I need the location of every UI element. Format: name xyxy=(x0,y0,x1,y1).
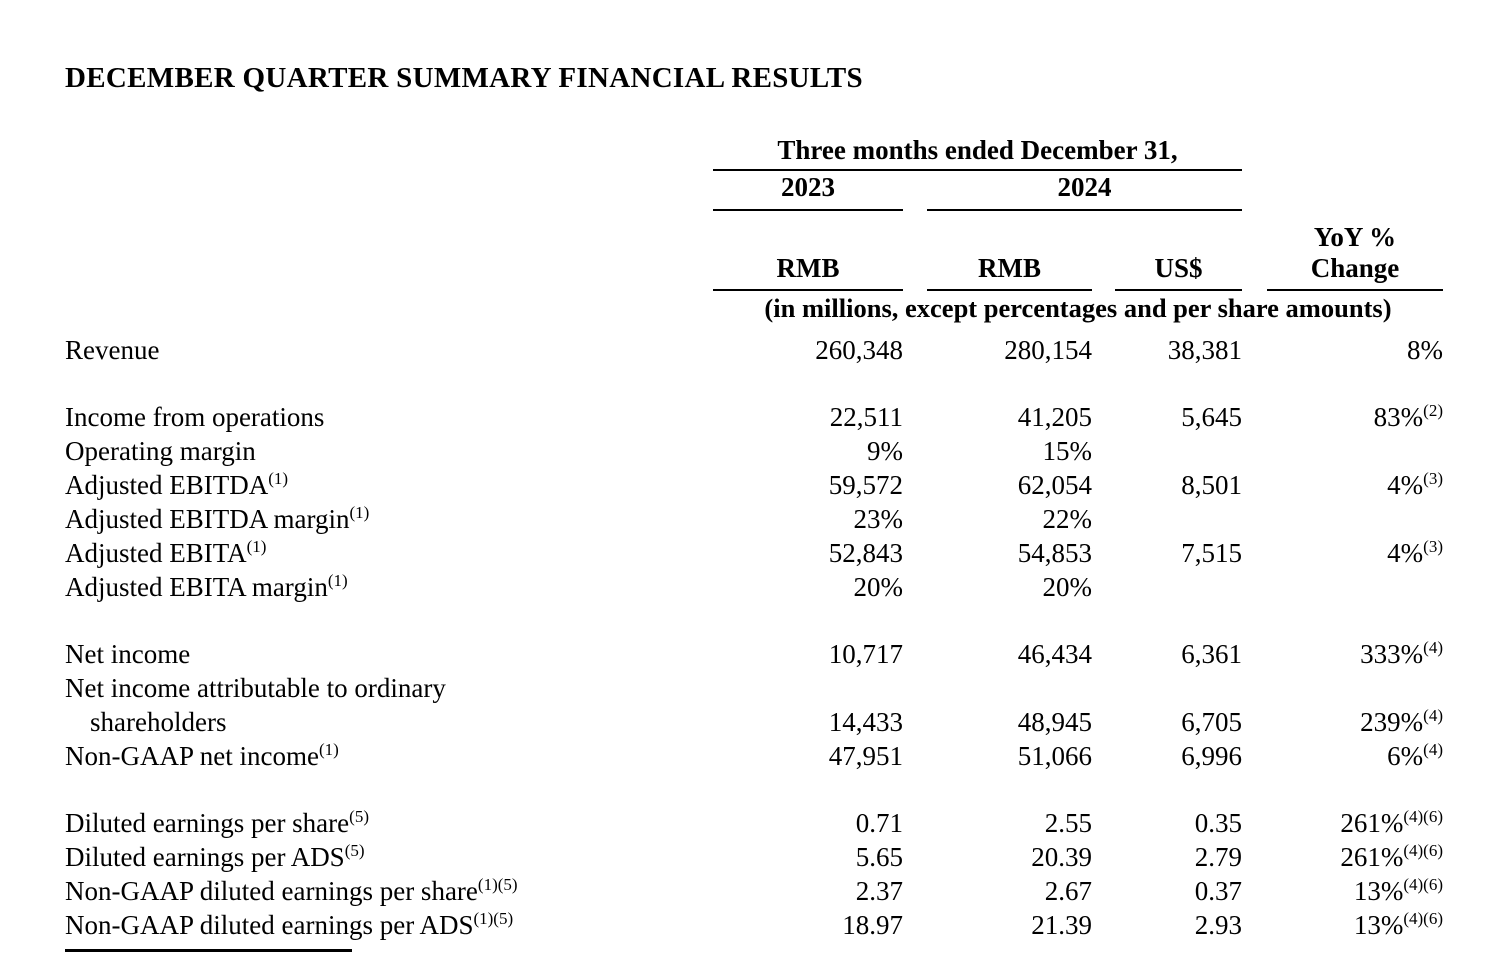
table-row xyxy=(65,908,1443,942)
cell-2024-usd: 6,361 xyxy=(1181,639,1242,669)
table-row xyxy=(65,671,1443,705)
cell-2023-rmb: 59,572 xyxy=(828,470,903,500)
period-group-header: Three months ended December 31, xyxy=(713,134,1242,171)
table-header-period-row xyxy=(65,134,1443,171)
column-header-yoy-change xyxy=(1267,211,1443,291)
cell-2024-rmb: 20.39 xyxy=(1031,842,1092,872)
table-row xyxy=(65,570,1443,604)
cell-yoy-change: 83%$^{(2)}$ xyxy=(1373,401,1443,432)
footnote-marker: (2) xyxy=(1423,401,1443,420)
footnote-marker: (1) xyxy=(246,537,267,556)
cell-2023-rmb: 22,511 xyxy=(829,402,903,432)
table-row xyxy=(65,705,1443,739)
table-header-year-row xyxy=(65,173,1443,211)
cell-2024-rmb: 15% xyxy=(1042,436,1092,466)
cell-2024-usd: 2.93 xyxy=(1194,910,1242,940)
footnote-marker: (4)(6) xyxy=(1403,875,1443,894)
table-row xyxy=(65,434,1443,468)
table-body xyxy=(65,333,1443,942)
row-label: Adjusted EBITDA$^{(1)}$ xyxy=(65,469,289,500)
cell-yoy-change: 4%$^{(3)}$ xyxy=(1387,537,1443,568)
footnote-marker: (4)(6) xyxy=(1403,909,1443,928)
cell-2024-rmb: 20% xyxy=(1042,572,1092,602)
cell-2024-rmb: 280,154 xyxy=(1004,335,1092,365)
cell-yoy-change: 4%$^{(3)}$ xyxy=(1387,469,1443,500)
cell-2024-rmb: 51,066 xyxy=(1017,741,1092,771)
page-title: DECEMBER QUARTER SUMMARY FINANCIAL RESULTS xyxy=(65,62,863,94)
row-spacer xyxy=(65,773,1443,806)
row-spacer xyxy=(65,604,1443,637)
cell-2024-rmb: 46,434 xyxy=(1017,639,1092,669)
cell-2024-usd: 6,705 xyxy=(1181,707,1242,737)
row-label: shareholders xyxy=(90,707,227,737)
cell-2024-usd: 0.37 xyxy=(1194,876,1242,906)
row-label: Revenue xyxy=(65,335,160,365)
units-note: (in millions, except percentages and per share amounts) xyxy=(764,293,1392,323)
footnote-marker: (4) xyxy=(1423,740,1443,759)
cell-yoy-change: 261%$^{(4)(6)}$ xyxy=(1340,841,1443,872)
table-row xyxy=(65,502,1443,536)
cell-2024-usd: 5,645 xyxy=(1181,402,1242,432)
footnote-marker: (1)(5) xyxy=(473,909,514,928)
cell-yoy-change: 13%$^{(4)(6)}$ xyxy=(1353,875,1443,906)
cell-2023-rmb: 23% xyxy=(853,504,903,534)
cell-2023-rmb: 9% xyxy=(867,436,903,466)
yoy-header-line2: Change xyxy=(1310,253,1400,283)
cell-2024-rmb: 21.39 xyxy=(1031,910,1092,940)
footnote-marker: (1) xyxy=(327,571,348,590)
row-label: Non-GAAP net income$^{(1)}$ xyxy=(65,740,339,771)
row-label: Diluted earnings per ADS$^{(5)}$ xyxy=(65,841,365,872)
footnote-marker: (4)(6) xyxy=(1403,807,1443,826)
row-label: Net income attributable to ordinary xyxy=(65,673,446,703)
footnote-marker: (4)(6) xyxy=(1403,841,1443,860)
footnote-marker: (3) xyxy=(1423,537,1443,556)
table-row xyxy=(65,806,1443,840)
footnote-marker: (1) xyxy=(318,740,339,759)
cell-2024-rmb: 2.67 xyxy=(1044,876,1092,906)
cell-2024-usd: 7,515 xyxy=(1181,538,1242,568)
footnote-marker: (4) xyxy=(1423,706,1443,725)
cell-2024-rmb: 22% xyxy=(1042,504,1092,534)
cell-yoy-change: 261%$^{(4)(6)}$ xyxy=(1340,807,1443,838)
cell-yoy-change: 333%$^{(4)}$ xyxy=(1360,638,1443,669)
row-label: Income from operations xyxy=(65,402,325,432)
table-row xyxy=(65,739,1443,773)
cell-2024-rmb: 62,054 xyxy=(1017,470,1092,500)
row-label: Net income xyxy=(65,639,191,669)
row-label: Non-GAAP diluted earnings per share$^{(1)(5)}$ xyxy=(65,875,518,906)
cell-2023-rmb: 5.65 xyxy=(855,842,903,872)
cell-yoy-change: 8% xyxy=(1407,335,1443,365)
cell-2023-rmb: 52,843 xyxy=(828,538,903,568)
row-label: Non-GAAP diluted earnings per $ADS^{(1)(5)}$ xyxy=(65,909,514,940)
cell-2023-rmb: 14,433 xyxy=(828,707,903,737)
cell-2023-rmb: 18.97 xyxy=(842,910,903,940)
cell-yoy-change: 6%$^{(4)}$ xyxy=(1387,740,1443,771)
cell-2024-usd: 2.79 xyxy=(1194,842,1242,872)
cell-2024-usd: 38,381 xyxy=(1167,335,1242,365)
cell-2024-usd: 8,501 xyxy=(1181,470,1242,500)
cell-2023-rmb: 2.37 xyxy=(855,876,903,906)
cell-2023-rmb: 47,951 xyxy=(828,741,903,771)
row-spacer xyxy=(65,367,1443,400)
footnote-separator-rule xyxy=(65,949,352,952)
table-units-row xyxy=(65,291,1443,325)
footnote-marker: (5) xyxy=(344,841,365,860)
cell-2024-usd: 6,996 xyxy=(1181,741,1242,771)
cell-yoy-change: 13%$^{(4)(6)}$ xyxy=(1353,909,1443,940)
cell-2024-rmb: 54,853 xyxy=(1017,538,1092,568)
year-2024-header: 2024 xyxy=(927,173,1242,211)
row-label: Adjusted EBITA$^{(1)}$ xyxy=(65,537,267,568)
cell-2023-rmb: 0.71 xyxy=(855,808,903,838)
row-label: Adjusted EBITA margin$^{(1)}$ xyxy=(65,571,348,602)
cell-yoy-change: 239%$^{(4)}$ xyxy=(1360,706,1443,737)
table-row xyxy=(65,536,1443,570)
column-header-rmb-2023: RMB xyxy=(713,253,903,291)
cell-2023-rmb: 20% xyxy=(853,572,903,602)
footnote-marker: (1)(5) xyxy=(477,875,518,894)
yoy-header-line1: YoY % xyxy=(1313,222,1397,252)
row-label: Operating margin xyxy=(65,436,256,466)
table-row xyxy=(65,333,1443,367)
column-header-rmb-2024: RMB xyxy=(927,253,1092,291)
table-header-currency-row xyxy=(65,211,1443,291)
cell-2024-rmb: 2.55 xyxy=(1044,808,1092,838)
footnote-marker: (1) xyxy=(268,469,289,488)
row-label: Adjusted EBITDA margin$^{(1)}$ xyxy=(65,503,370,534)
footnote-marker: (3) xyxy=(1423,469,1443,488)
table-row xyxy=(65,400,1443,434)
row-label: Diluted earnings per share$^{(5)}$ xyxy=(65,807,369,838)
table-row xyxy=(65,637,1443,671)
column-header-usd: US$ xyxy=(1115,253,1242,291)
table-row xyxy=(65,468,1443,502)
cell-2024-usd: 0.35 xyxy=(1194,808,1242,838)
cell-2024-rmb: 41,205 xyxy=(1017,402,1092,432)
cell-2023-rmb: 260,348 xyxy=(815,335,903,365)
footnote-marker: (4) xyxy=(1423,638,1443,657)
footnote-marker: (1) xyxy=(349,503,370,522)
cell-2023-rmb: 10,717 xyxy=(828,639,903,669)
year-2023-header: 2023 xyxy=(713,173,903,211)
table-row xyxy=(65,874,1443,908)
table-row xyxy=(65,840,1443,874)
financial-results-table xyxy=(65,134,1443,942)
cell-2024-rmb: 48,945 xyxy=(1017,707,1092,737)
footnote-marker: (5) xyxy=(349,807,369,826)
